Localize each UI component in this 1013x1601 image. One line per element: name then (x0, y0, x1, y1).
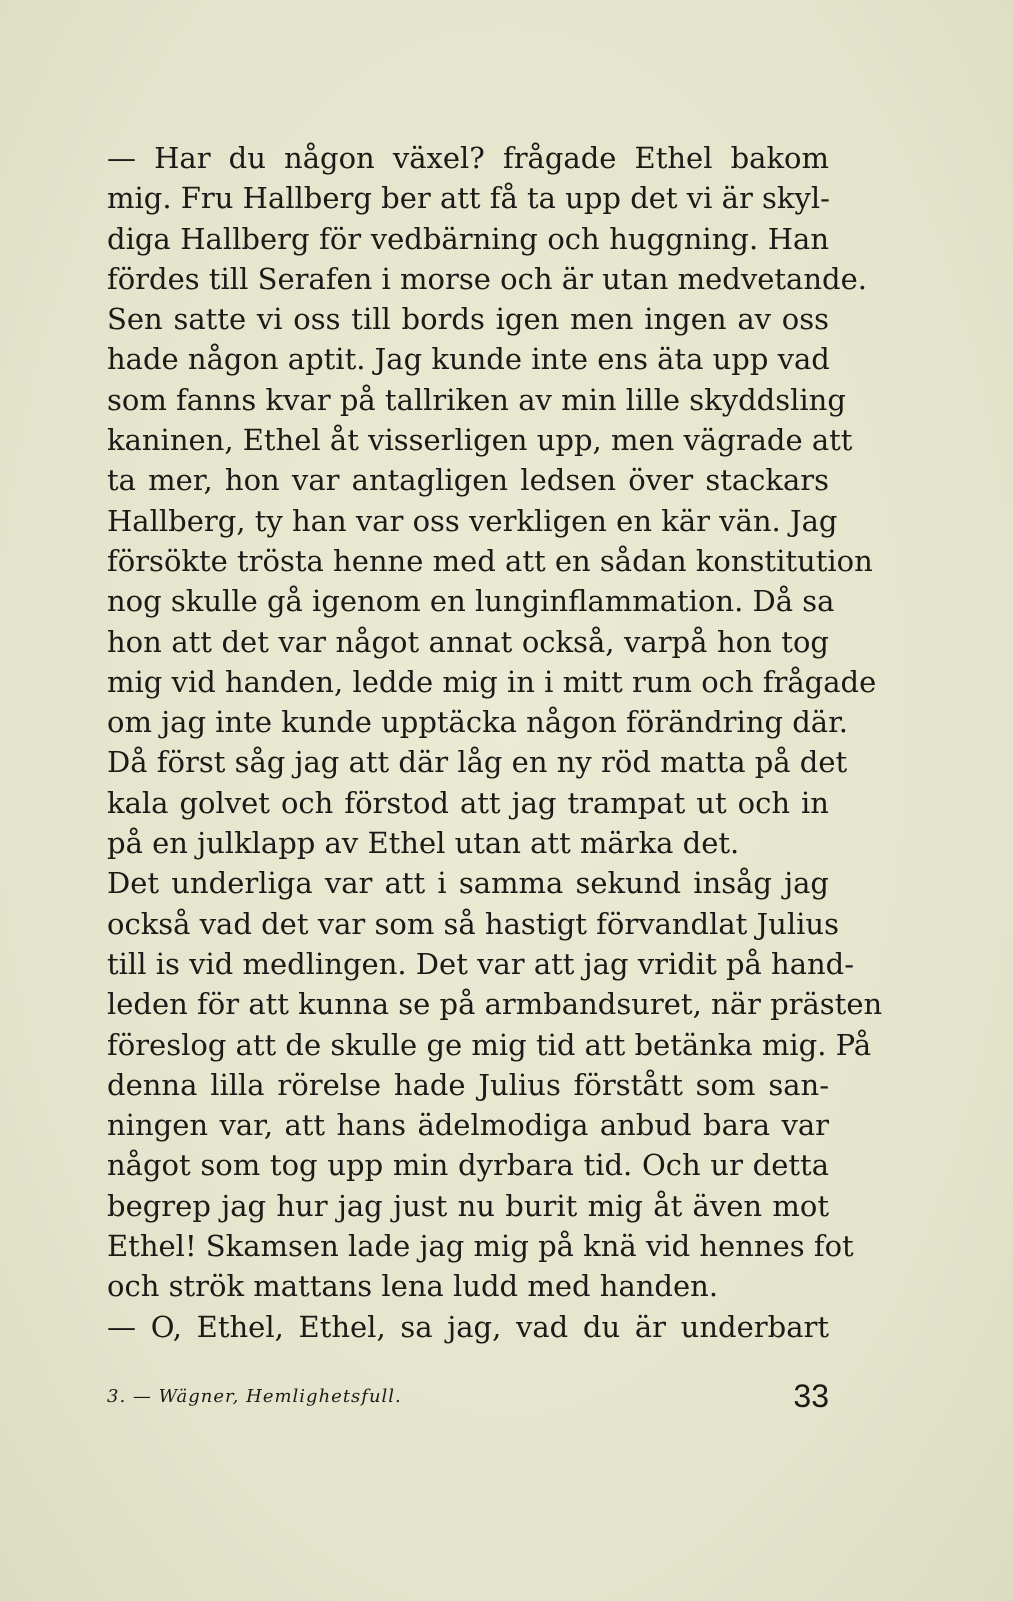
text-line: och strök mattans lena ludd med handen. (107, 1269, 719, 1304)
text-line: Hallberg, ty han var oss verkligen en kär vän. Jag (107, 503, 838, 538)
text-line: Sen satte vi oss till bords igen men ingen av oss (107, 302, 829, 337)
text-line: mig. Fru Hallberg ber att få ta upp det vi är skyl- (107, 181, 830, 216)
text-line: ta mer, hon var antagligen ledsen över stackars (107, 463, 829, 498)
text-line: — O, Ethel, Ethel, sa jag, vad du är underbart (107, 1309, 829, 1344)
text-line: leden för att kunna se på armbandsuret, när prästen (107, 987, 883, 1022)
text-line: försökte trösta henne med att en sådan konstitution (107, 543, 873, 578)
text-line: också vad det var som så hastigt förvandlat Julius (107, 906, 839, 941)
text-line: hon att det var något annat också, varpå hon tog (107, 624, 829, 659)
text-line: som fanns kvar på tallriken av min lille skyddsling (107, 382, 846, 417)
text-line: diga Hallberg för vedbärning och huggning. Han (107, 221, 829, 256)
text-line: — Har du någon växel? frågade Ethel bakom (107, 141, 829, 175)
page-footer (107, 1378, 829, 1428)
text-line: mig vid handen, ledde mig in i mitt rum och frågade (107, 664, 877, 699)
body-text (107, 138, 883, 1347)
text-line: kala golvet och förstod att jag trampat ut och in (107, 785, 829, 820)
text-line: Då först såg jag att där låg en ny röd matta på det (107, 745, 848, 780)
text-line: denna lilla rörelse hade Julius förstått som san- (107, 1067, 829, 1102)
text-line: fördes till Serafen i morse och är utan medvetande. (107, 261, 867, 296)
text-line: på en julklapp av Ethel utan att märka det. (107, 826, 740, 861)
text-line: något som tog upp min dyrbara tid. Och ur detta (107, 1148, 829, 1183)
text-line: nog skulle gå igenom en lunginflammation. Då sa (107, 584, 835, 619)
text-line: till is vid medlingen. Det var att jag vridit på hand- (107, 946, 855, 981)
text-line: ningen var, att hans ädelmodiga anbud bara var (107, 1108, 829, 1143)
printer-signature: 3. — Wägner, Hemlighetsfull. (107, 1386, 402, 1407)
text-line: om jag inte kunde upptäcka någon förändring där. (107, 705, 848, 740)
text-line: Det underliga var att i samma sekund insåg jag (107, 866, 829, 901)
text-line: begrep jag hur jag just nu burit mig åt även mot (107, 1188, 829, 1223)
text-line: hade någon aptit. Jag kunde inte ens äta upp vad (107, 342, 830, 377)
page-number: 33 (793, 1378, 829, 1414)
text-line: Ethel! Skamsen lade jag mig på knä vid hennes fot (107, 1229, 854, 1264)
text-line: kaninen, Ethel åt visserligen upp, men vägrade att (107, 423, 853, 458)
text-line: föreslog att de skulle ge mig tid att betänka mig. På (107, 1027, 872, 1062)
